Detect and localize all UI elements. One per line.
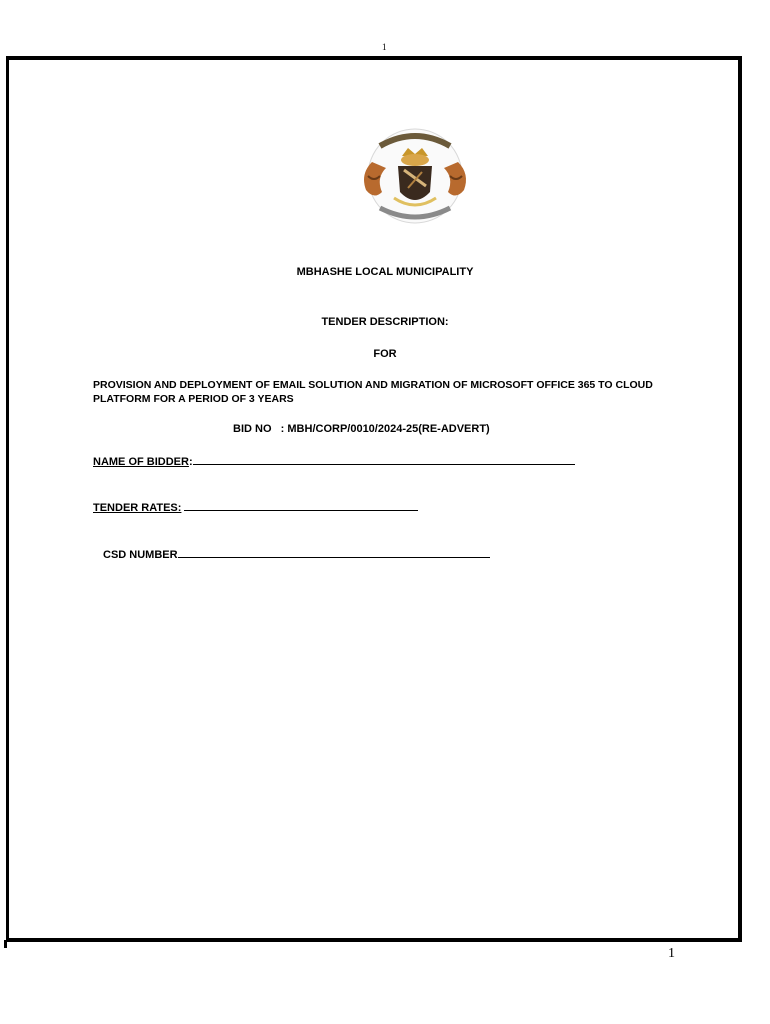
- tender-rates-field: [93, 500, 418, 514]
- name-of-bidder-blank-line[interactable]: [193, 454, 575, 465]
- municipality-name: MBHASHE LOCAL MUNICIPALITY: [296, 266, 474, 278]
- frame-corner-tab: [4, 940, 7, 948]
- csd-number-field: [103, 547, 490, 561]
- tender-rates-blank-line[interactable]: [184, 500, 418, 511]
- name-of-bidder-label: NAME OF BIDDER: [93, 456, 189, 468]
- page-number: 1: [668, 946, 675, 961]
- tender-description-heading: TENDER DESCRIPTION:: [321, 316, 449, 328]
- csd-number-label: CSD NUMBER: [103, 549, 178, 561]
- name-of-bidder-field: [93, 454, 575, 468]
- page-top-mark: 1: [382, 42, 387, 52]
- for-label: FOR: [373, 348, 397, 360]
- tender-description-text: PROVISION AND DEPLOYMENT OF EMAIL SOLUTION AND MIGRATION OF MICROSOFT OFFICE 365 TO CLOUD PLATFORM FOR A PERIOD OF 3 YEARS: [93, 379, 653, 405]
- municipality-crest-logo: [350, 126, 480, 226]
- name-of-bidder-colon: :: [188, 456, 193, 468]
- csd-number-blank-line[interactable]: [178, 547, 490, 558]
- bid-number: BID NO : MBH/CORP/0010/2024-25(RE-ADVERT): [233, 423, 490, 435]
- tender-rates-label: TENDER RATES:: [93, 502, 182, 514]
